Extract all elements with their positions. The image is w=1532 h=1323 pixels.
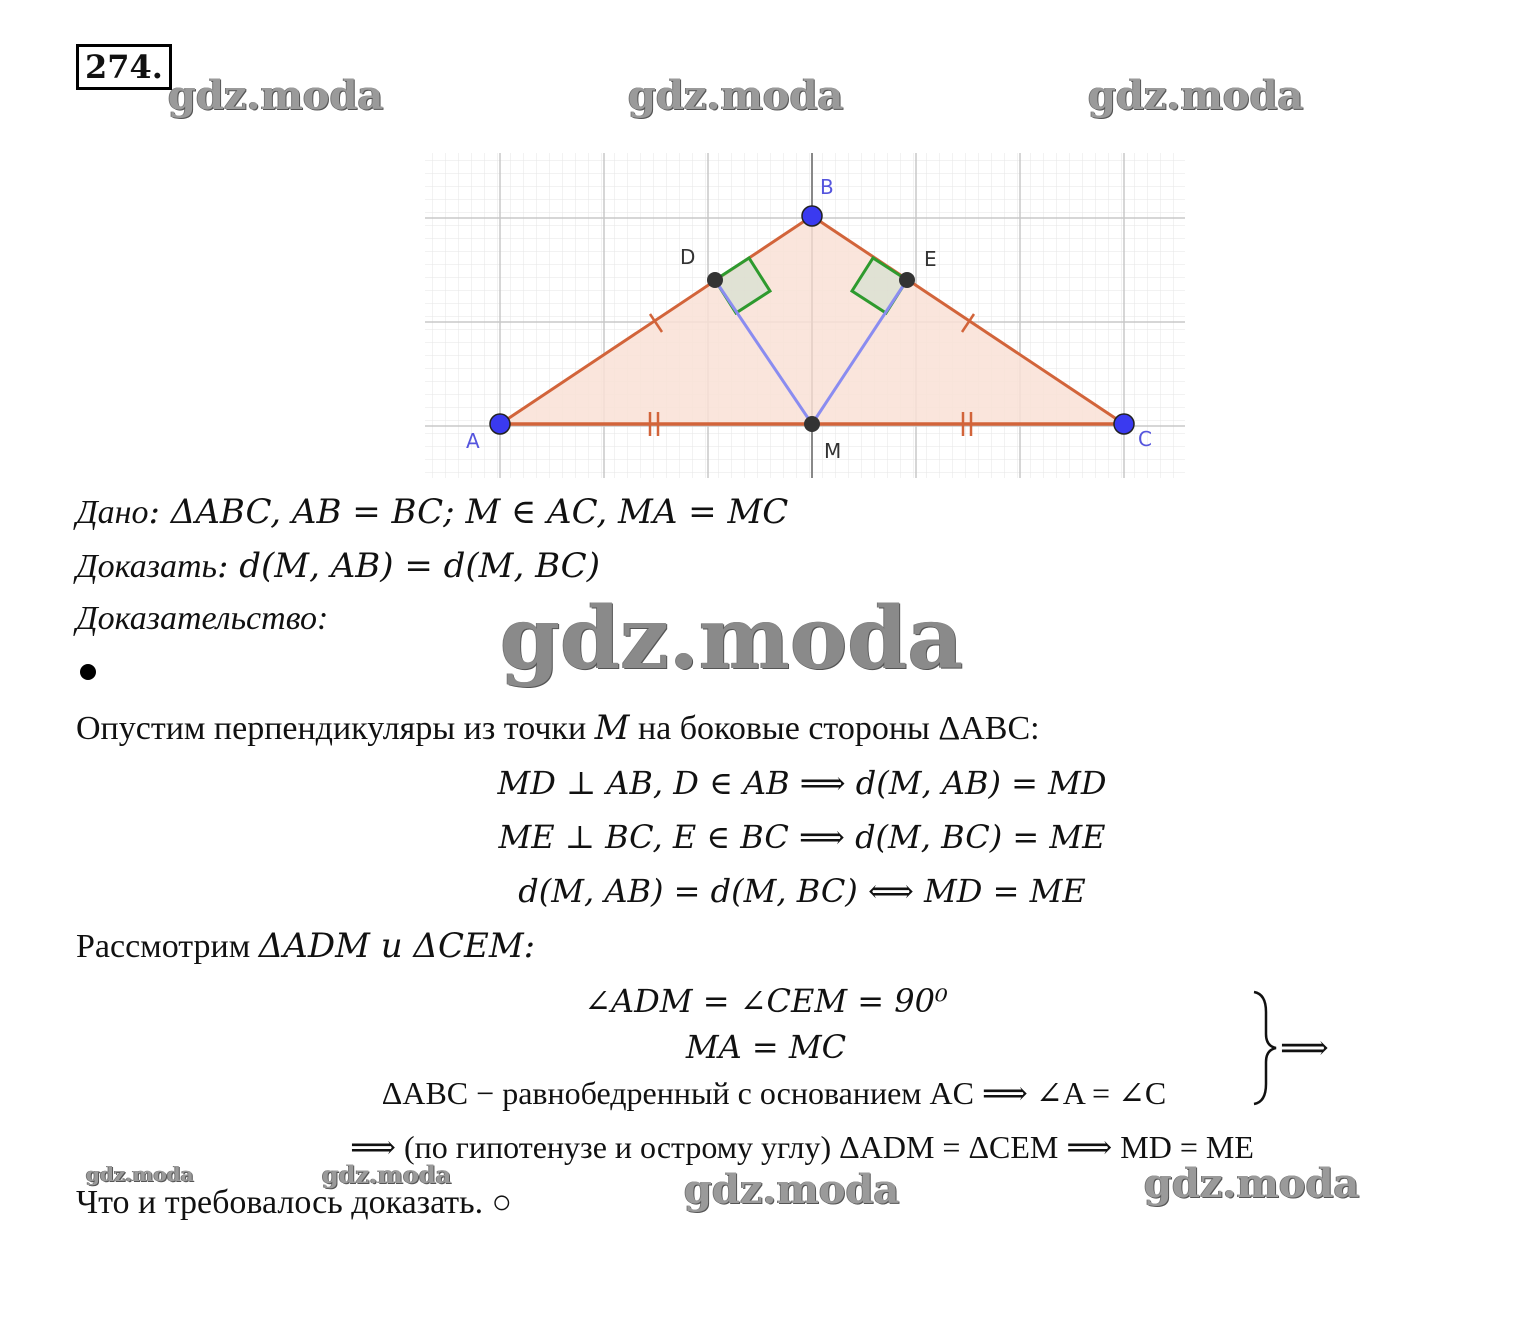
point-e <box>899 272 915 288</box>
vertex-a <box>490 414 510 434</box>
equation-me: ME ⊥ BC, E ∈ BC ⟹ d(M, BC) = ME <box>498 818 1106 856</box>
given-text: : ΔABC, AB = BC; M ∈ AC, MA = MC <box>148 492 789 532</box>
watermark: gdz.moda <box>684 1166 900 1213</box>
label-a: A <box>466 429 480 453</box>
watermark: gdz.moda <box>628 72 844 119</box>
condition-sides: MA = MC <box>685 1028 847 1066</box>
proof-label: Доказательство: <box>76 600 329 637</box>
watermark: gdz.moda <box>168 72 384 119</box>
label-c: C <box>1138 427 1152 451</box>
condition-angles: ∠ADM = ∠CEM = 90⁰ <box>584 982 948 1020</box>
point-d <box>707 272 723 288</box>
prove-label: Доказать <box>76 548 217 585</box>
bullet-icon <box>80 664 96 680</box>
watermark-small: gdz.moda <box>86 1162 194 1186</box>
step1-intro-var: M <box>594 708 630 748</box>
step1-intro-tail: на боковые стороны ΔABC: <box>629 710 1040 747</box>
problem-number: 274. <box>76 44 172 90</box>
point-m <box>804 416 820 432</box>
watermark-small: gdz.moda <box>322 1160 452 1189</box>
given-label: Дано <box>76 494 149 531</box>
vertex-c <box>1114 414 1134 434</box>
label-e: E <box>924 247 937 271</box>
equation-md: MD ⊥ AB, D ∈ AB ⟹ d(M, AB) = MD <box>497 764 1107 802</box>
condition-isosceles: ΔABC − равнобедренный с основанием AC ⟹ ∠A = ∠C <box>381 1075 1167 1111</box>
watermark: gdz.moda <box>1144 1160 1360 1207</box>
label-b: B <box>820 175 834 199</box>
given-line <box>76 492 788 532</box>
step1-intro-text: Опустим перпендикуляры из точки <box>76 710 595 747</box>
label-d: D <box>680 245 696 269</box>
step2-intro-math: ΔADM и ΔCEM: <box>258 926 536 966</box>
implies-arrow: ⟹ <box>1280 1030 1329 1067</box>
label-m: M <box>824 439 842 463</box>
step1-intro <box>76 708 1040 748</box>
brace-icon <box>1250 988 1280 1108</box>
conclusion-line: ⟹ (по гипотенузе и острому углу) ΔADM = ΔCEM ⟹ MD = ME <box>350 1129 1254 1165</box>
vertex-b <box>802 206 822 226</box>
triangle-figure <box>420 148 1190 488</box>
step2-intro-text: Рассмотрим <box>76 928 259 965</box>
prove-text: : d(M, AB) = d(M, BC) <box>216 546 600 586</box>
watermark: gdz.moda <box>1088 72 1304 119</box>
equation-equivalence: d(M, AB) = d(M, BC) ⟺ MD = ME <box>518 872 1086 910</box>
watermark-large: gdz.moda <box>500 588 964 689</box>
prove-line <box>76 546 600 586</box>
step2-intro <box>76 926 535 966</box>
qed-line: Что и требовалось доказать. ○ <box>76 1184 513 1221</box>
